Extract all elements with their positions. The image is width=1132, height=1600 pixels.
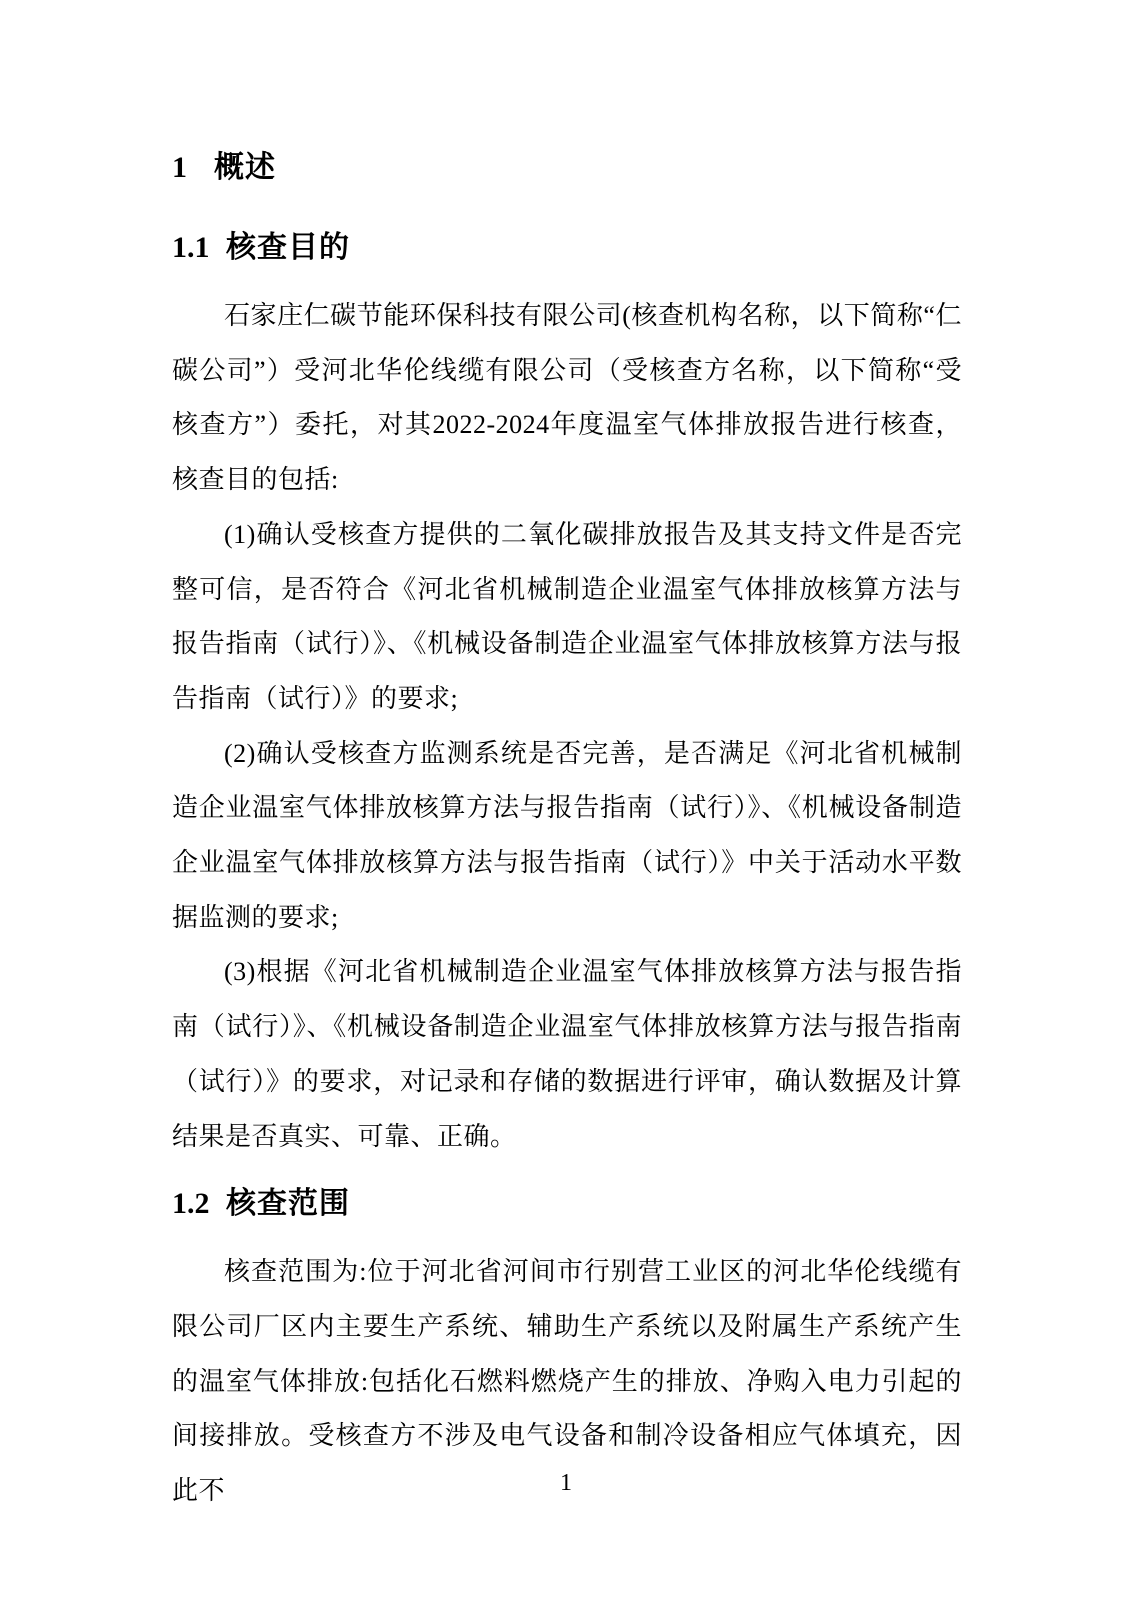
chapter-number: 1 [172,151,187,184]
section-number: 1.1 [172,231,210,264]
paragraph-item-2: (2)确认受核查方监测系统是否完善，是否满足《河北省机械制造企业温室气体排放核算方法与报告指南（试行）》、《机械设备制造企业温室气体排放核算方法与报告指南（试行）》中关于活动水平数据监测的要求; [172,738,962,932]
chapter-title: 概述 [214,151,276,184]
section-title: 核查范围 [226,1187,350,1221]
paragraph-intro: 石家庄仁碳节能环保科技有限公司(核查机构名称，以下简称“仁碳公司”）受河北华伦线缆有限公司（受核查方名称，以下简称“受核查方”）委托，对其2022-2024年度温室气体排放报告进行核查，核查目的包括: [172,301,962,495]
paragraph-scope: 核查范围为:位于河北省河间市行别营工业区的河北华伦线缆有限公司厂区内主要生产系统、辅助生产系统以及附属生产系统产生的温室气体排放:包括化石燃料燃烧产生的排放、净购入电力引起的间接排放。受核查方不涉及电气设备和制冷设备相应气体填充，因此不 [172,1257,962,1506]
page-number: 1 [560,1470,572,1496]
section-heading-1-2 [172,1186,962,1222]
paragraph-item-1: (1)确认受核查方提供的二氧化碳排放报告及其支持文件是否完整可信，是否符合《河北省机械制造企业温室气体排放核算方法与报告指南（试行）》、《机械设备制造企业温室气体排放核算方法与报告指南（试行）》的要求; [172,519,962,713]
section-heading-1-1 [172,230,962,266]
paragraph-item-3: (3)根据《河北省机械制造企业温室气体排放核算方法与报告指南（试行）》、《机械设备制造企业温室气体排放核算方法与报告指南（试行）》的要求，对记录和存储的数据进行评审，确认数据及计算结果是否真实、可靠、正确。 [172,957,962,1151]
chapter-heading [172,150,962,186]
section-title: 核查目的 [226,231,350,264]
section-number: 1.2 [172,1187,210,1221]
